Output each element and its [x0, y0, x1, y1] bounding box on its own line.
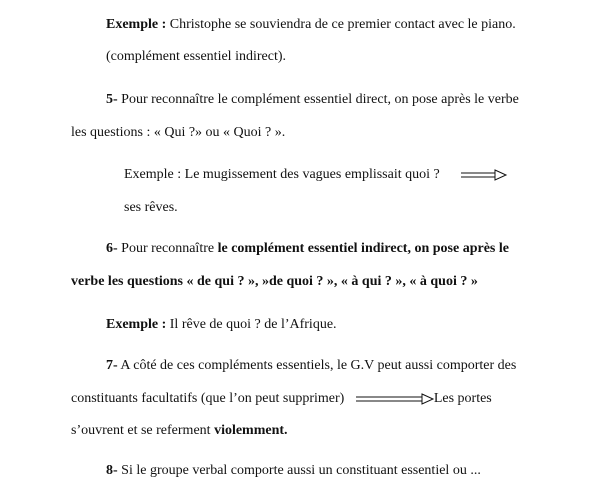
- example-2-label: Exemple :: [106, 317, 167, 332]
- point-5-text: Pour reconnaître le complément essentiel direct, on pose après le verbe: [117, 92, 519, 107]
- point-5-line-2: les questions : « Qui ?» ou « Quoi ? ».: [71, 125, 286, 140]
- point-5-answer: ses rêves.: [124, 200, 178, 215]
- example-note: (complément essentiel indirect).: [106, 49, 286, 64]
- point-6-line-2: [71, 273, 478, 291]
- point-7-number: 7-: [106, 358, 118, 373]
- point-8-number: 8-: [106, 463, 118, 478]
- example-2: [106, 316, 337, 334]
- point-6-line-1: [106, 240, 509, 258]
- point-7-line-2: [71, 390, 492, 408]
- point-6-text-bold: le complément essentiel indirect, on pose après le: [217, 241, 509, 256]
- example-2-text: Il rêve de quoi ? de l’Afrique.: [166, 317, 337, 332]
- point-7-line-3: [71, 422, 288, 440]
- point-6-questions: verbe les questions « de qui ? », »de quoi ? », « à qui ? », « à quoi ? »: [71, 274, 478, 289]
- example-text: Christophe se souviendra de ce premier contact avec le piano.: [166, 17, 516, 32]
- point-6-number: 6-: [106, 241, 118, 256]
- point-7-line-3-bold: violemment.: [214, 423, 288, 438]
- point-5-number: 5-: [106, 92, 118, 107]
- point-7-line-1: [106, 357, 516, 375]
- cut-off-line: [0, 462, 595, 478]
- point-7-line-2-text: constituants facultatifs (que l’on peut supprimer): [71, 391, 345, 406]
- right-arrow-icon: [356, 394, 434, 404]
- point-5-example-text: Exemple : Le mugissement des vagues emplissait quoi ?: [124, 167, 440, 182]
- example-label: Exemple :: [106, 17, 167, 32]
- point-8-line-1: [106, 462, 481, 480]
- right-arrow-icon: [461, 170, 507, 180]
- point-5-example: [124, 166, 507, 184]
- point-7-line-2-after: Les portes: [433, 391, 492, 406]
- point-6-text: Pour reconnaître: [117, 241, 218, 256]
- point-7-line-3-text: s’ouvrent et se referment: [71, 423, 215, 438]
- point-7-text: A côté de ces compléments essentiels, le G.V peut aussi comporter des: [117, 358, 517, 373]
- point-5-line-1: [106, 91, 519, 109]
- example-line-1: [106, 16, 516, 34]
- point-8-text: Si le groupe verbal comporte aussi un constituant essentiel ou ...: [117, 463, 481, 478]
